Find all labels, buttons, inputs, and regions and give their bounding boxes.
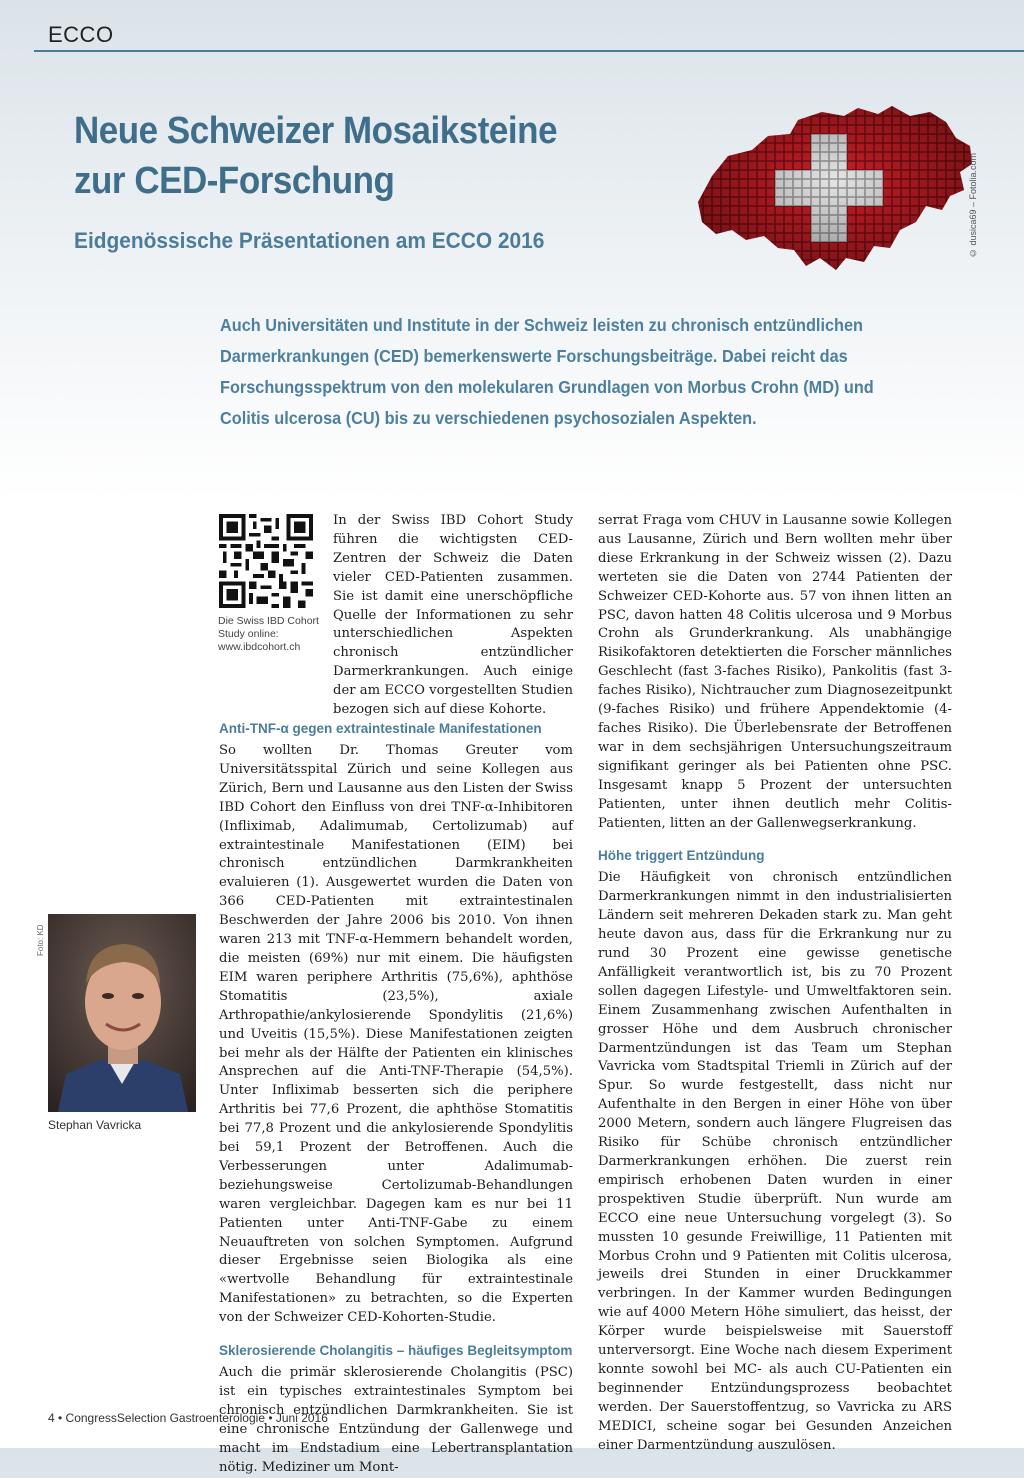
qr-code-image xyxy=(219,514,313,608)
section-heading-anti-tnf: Anti-TNF-α gegen extraintestinale Manifestationen xyxy=(219,721,542,736)
swiss-map-image xyxy=(694,98,976,280)
portrait-photo xyxy=(48,914,196,1112)
section-heading-altitude: Höhe triggert Entzündung xyxy=(598,848,765,864)
section-text-psc-continued: serrat Fraga vom CHUV in Lausanne sowie Kollegen aus Lausanne, Zürich und Bern wollten mehr über diese Erkrankung in der Schweiz wissen (2). Dazu werteten sie die Daten von 2744 Patienten der Schweizer CED-Kohorte aus. 57 von ihnen litten an PSC, davon hatten 48 Colitis ulcerosa und 9 Morbus Crohn als Grunderkrankung. Als unabhängige Risikofaktoren detektierten die Forscher männliches Geschlecht (fast 3-faches Risiko), Pankolitis (fast 3-faches Risiko), Nichtraucher zum Diagnosezeitpunkt (9-faches Risiko) und frühere Appendektomie (4-faches Risiko). Die Überlebensrate der Betroffenen war in dem sechsjährigen Untersuchungszeitraum signifikant geringer als bei Patienten ohne PSC. Insgesamt knapp 5 Prozent der untersuchten Patienten, unter ihnen deutlich mehr Colitis-Patienten, litten an der Gallenwegserkrankung. xyxy=(598,513,952,831)
right-column xyxy=(598,512,952,1456)
article-subtitle: Eidgenössische Präsentationen am ECCO 2016 xyxy=(74,228,545,253)
lead-paragraph: Auch Universitäten und Institute in der Schweiz leisten zu chronisch entzündlichen Darmerkrankungen (CED) bemerkenswerte Forschungsbeiträge. Dabei reicht das Forschungsspektrum von den molekularen Grundlagen von Morbus Crohn (MD) und Colitis ulcerosa (CU) bis zu verschiedenen psychosozialen Aspekten. xyxy=(220,315,874,428)
section-heading-cholangitis: Sklerosierende Cholangitis – häufiges Begleitsymptom xyxy=(219,1343,573,1359)
qr-caption: Die Swiss IBD Cohort Study online: www.ibdcohort.ch xyxy=(218,615,319,653)
article-title xyxy=(74,106,626,206)
portrait-caption: Stephan Vavricka xyxy=(48,1118,142,1132)
header-rule xyxy=(34,50,1024,52)
swiss-map-mosaic xyxy=(694,98,976,280)
left-column xyxy=(219,720,573,1478)
title-line-1: Neue Schweizer Mosaiksteine xyxy=(74,110,558,152)
section-text-cholangitis: Auch die primär sklerosierende Cholangitis (PSC) ist ein typisches extraintestinales Symptom bei chronisch entzündlichen Darmkrankheiten. Sie ist eine chronische Entzündung der Gallenwege und macht im Endstadium eine Lebertransplantation nötig. Mediziner um Mont- xyxy=(219,1365,573,1475)
portrait-photo-credit: Foto: KD xyxy=(36,924,45,956)
page-footer: 4 • CongressSelection Gastroenterologie • Juni 2016 xyxy=(48,1411,328,1425)
intro-paragraph: In der Swiss IBD Cohort Study führen die wichtigsten CED-Zentren der Schweiz die Daten vieler CED-Patienten zusammen. Sie ist damit eine unerschöpfliche Quelle der Informationen zu sehr unterschiedlichen Aspekten chronisch entzündlicher Darmerkrankungen. Auch einige der am ECCO vorgestellten Studien bezogen sich auf diese Kohorte. xyxy=(333,513,573,718)
title-line-2: zur CED-Forschung xyxy=(74,160,395,202)
qr-code[interactable] xyxy=(219,514,313,608)
section-text-anti-tnf: So wollten Dr. Thomas Greuter vom Universitätsspital Zürich und seine Kollegen aus Zürich, Bern und Lausanne aus den Listen der Swiss IBD Cohort den Einfluss von drei TNF-α-Inhibitoren (Infliximab, Adalimumab, Certolizumab) auf extraintestinale Manifestationen (EIM) bei chronisch entzündlichen Darmkrankheiten evaluieren (1). Ausgewertet wurden die Daten von 366 CED-Patienten mit extraintestinalen Beschwerden der Jahre 2006 bis 2010. Von ihnen waren 213 mit TNF-α-Hemmern behandelt worden, die meisten (69%) nur mit einem. Die häufigsten EIM waren periphere Arthritis (75,6%), aphthöse Stomatitis (23,5%), axiale Arthropathie/ankylosierende Spondylitis (21,6%) und Uveitis (15,5%). Diese Manifestationen zeigten bei mehr als der Hälfte der Patienten ein klinisches Ansprechen auf die Anti-TNF-Therapie (54,5%). Unter Infliximab besserten sich die periphere Arthritis bei 77,6 Prozent, die aphthöse Stomatitis bei 77,8 Prozent und die ankylosierende Spondylitis bei 59,1 Prozent der Betroffenen. Auch die Verbesserungen unter Adalimumab- beziehungsweise Certolizumab-Behandlungen waren vergleichbar. Dagegen kam es nur bei 11 Patienten unter Anti-TNF-Gabe zu einem Neuauftreten von solchen Symptomen. Aufgrund dieser Ergebnisse seien Biologika als eine «wertvolle Behandlung für extraintestinale Manifestationen» zu betrachten, so die Experten von der Schweizer CED-Kohorten-Studie. xyxy=(219,743,573,1326)
portrait-image xyxy=(48,914,196,1112)
section-label: ECCO xyxy=(48,22,114,47)
section-text-altitude: Die Häufigkeit von chronisch entzündlichen Darmerkrankungen nimmt in den industrialisierten Ländern seit mehreren Dekaden stark zu. Man geht heute davon aus, dass für die Erkrankung nur zu rund 30 Prozent eine gewisse genetische Anfälligkeit verantwortlich ist, bis zu 70 Prozent sollen dagegen Lifestyle- und Umweltfaktoren sein. Einem Zusammenhang zwischen Aufenthalten in grosser Höhe und dem Ausbruch chronischer Darmentzündungen ist das Team um Stephan Vavricka vom Stadtspital Triemli in Zürich auf der Spur. So wurde festgestellt, dass nicht nur Aufenthalte in den Bergen in einer Höhe von über 2000 Metern, sondern auch längere Flugreisen das Risiko für Schübe chronisch entzündlicher Darmerkrankungen erhöhen. Die zuerst rein empirisch erhobenen Daten wurden in einer prospektiven Studie überprüft. Nun wurde am ECCO eine neue Untersuchung vorgelegt (3). So mussten 10 gesunde Freiwillige, 11 Patienten mit Morbus Crohn und 9 Patienten mit Colitis ulcerosa, jeweils drei Stunden in einer Druckkammer verbringen. In der Kammer wurden Bedingungen wie auf 4000 Metern Höhe simuliert, das heisst, der Körper wurde beispielsweise mit Sauerstoff unterversorgt. Eine Woche nach diesem Experiment konnte sowohl bei MC- als auch CU-Patienten ein beginnender Entzündungsprozess beobachtet werden. Der Sauerstoffentzug, so Vavricka zu ARS MEDICI, scheine sogar bei Gesunden Anzeichen einer Darmentzündung auszulösen. xyxy=(598,870,952,1453)
map-photo-credit: © dusica69 – Fotolia.com xyxy=(968,152,978,258)
